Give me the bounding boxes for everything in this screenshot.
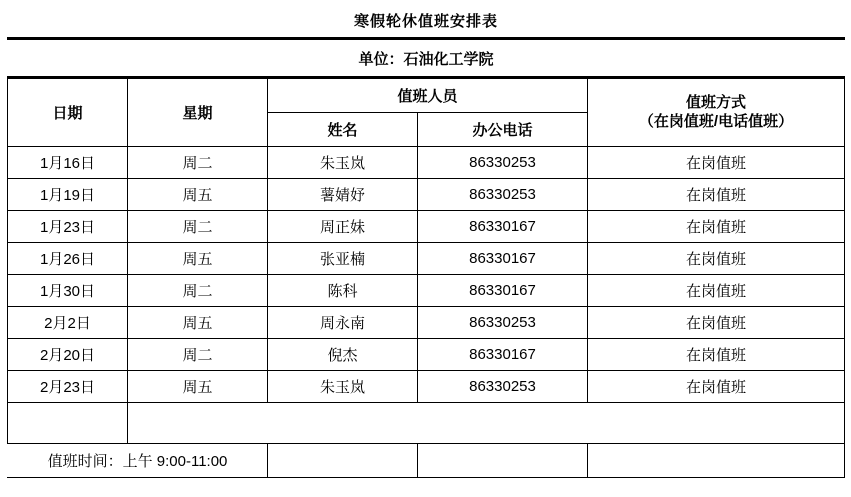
cell-mode: 在岗值班 (588, 307, 845, 339)
unit-row (8, 39, 845, 78)
cell-date: 1月23日 (8, 211, 128, 243)
table-row (8, 179, 845, 211)
cell-weekday: 周二 (128, 147, 268, 179)
header-staff-group: 值班人员 (268, 78, 588, 113)
cell-mode: 在岗值班 (588, 179, 845, 211)
cell-weekday: 周五 (128, 243, 268, 275)
footer-blank-2 (418, 444, 588, 478)
table-row (8, 243, 845, 275)
cell-name: 张亚楠 (268, 243, 418, 275)
table-row (8, 147, 845, 179)
cell-phone: 86330167 (418, 275, 588, 307)
cell-name: 陈科 (268, 275, 418, 307)
footer-blank-1 (268, 444, 418, 478)
header-weekday: 星期 (128, 78, 268, 147)
table-row (8, 211, 845, 243)
table-row (8, 339, 845, 371)
cell-phone: 86330167 (418, 339, 588, 371)
cell-date: 2月20日 (8, 339, 128, 371)
cell-phone: 86330167 (418, 211, 588, 243)
cell-name: 倪杰 (268, 339, 418, 371)
table-row (8, 275, 845, 307)
cell-mode: 在岗值班 (588, 339, 845, 371)
cell-mode: 在岗值班 (588, 211, 845, 243)
header-duty-mode (588, 78, 845, 147)
spacer-cell-wide (128, 403, 845, 444)
page-title: 寒假轮休值班安排表 (8, 3, 845, 39)
cell-mode: 在岗值班 (588, 147, 845, 179)
cell-phone: 86330167 (418, 243, 588, 275)
cell-phone: 86330253 (418, 147, 588, 179)
footer-blank-3 (588, 444, 845, 478)
cell-weekday: 周二 (128, 339, 268, 371)
cell-name: 周永南 (268, 307, 418, 339)
footer-note: 值班时间：上午 9:00-11:00 (8, 444, 268, 478)
cell-date: 1月26日 (8, 243, 128, 275)
cell-name: 朱玉岚 (268, 147, 418, 179)
duty-schedule-table (7, 2, 845, 478)
cell-name: 周正妹 (268, 211, 418, 243)
header-office-phone: 办公电话 (418, 113, 588, 147)
header-name: 姓名 (268, 113, 418, 147)
unit-label: 单位：石油化工学院 (8, 39, 845, 78)
table-row (8, 371, 845, 403)
header-row-1 (8, 78, 845, 113)
cell-phone: 86330253 (418, 307, 588, 339)
header-duty-mode-line1: 值班方式 (686, 93, 747, 111)
cell-mode: 在岗值班 (588, 275, 845, 307)
cell-weekday: 周五 (128, 179, 268, 211)
header-duty-mode-line2: （在岗值班/电话值班） (638, 112, 794, 130)
cell-weekday: 周五 (128, 307, 268, 339)
cell-weekday: 周二 (128, 275, 268, 307)
cell-phone: 86330253 (418, 179, 588, 211)
cell-weekday: 周二 (128, 211, 268, 243)
cell-mode: 在岗值班 (588, 371, 845, 403)
cell-phone: 86330253 (418, 371, 588, 403)
cell-date: 1月16日 (8, 147, 128, 179)
spacer-row (8, 403, 845, 444)
table-row (8, 307, 845, 339)
cell-date: 2月2日 (8, 307, 128, 339)
cell-date: 1月19日 (8, 179, 128, 211)
footer-row (8, 444, 845, 478)
cell-date: 1月30日 (8, 275, 128, 307)
duty-schedule-sheet (0, 2, 851, 497)
cell-weekday: 周五 (128, 371, 268, 403)
cell-mode: 在岗值班 (588, 243, 845, 275)
spacer-cell (8, 403, 128, 444)
cell-name: 朱玉岚 (268, 371, 418, 403)
cell-date: 2月23日 (8, 371, 128, 403)
cell-name: 薯婧妤 (268, 179, 418, 211)
header-date: 日期 (8, 78, 128, 147)
title-row (8, 3, 845, 39)
